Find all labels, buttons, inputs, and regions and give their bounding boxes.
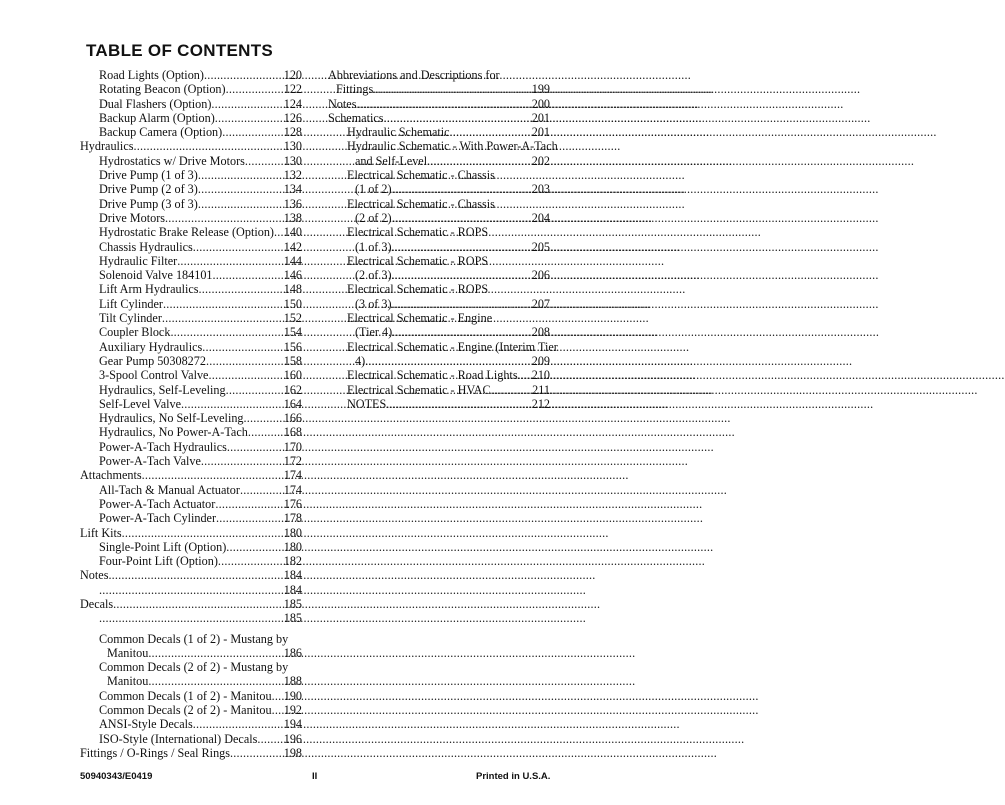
- toc-entry[interactable]: [80, 703, 302, 717]
- dot-leader: [148, 646, 282, 660]
- toc-entry[interactable]: [80, 282, 302, 296]
- toc-entry-label: Notes: [80, 568, 109, 583]
- toc-entry-label: Hydraulics, Self-Leveling: [99, 382, 226, 397]
- toc-entry[interactable]: [80, 297, 302, 311]
- dot-leader: [427, 154, 531, 168]
- toc-entry[interactable]: [80, 182, 302, 196]
- toc-page-number: 208: [531, 325, 550, 340]
- toc-page-number: 190: [283, 688, 302, 703]
- toc-page-number: 152: [283, 311, 302, 326]
- toc-entry-label: Fittings / O-Rings / Seal Rings: [80, 745, 230, 760]
- dot-leader: [148, 674, 282, 688]
- toc-entry-label-continued: Manitou: [107, 674, 149, 689]
- toc-entry-label-continued: 4): [355, 353, 366, 368]
- toc-page-number: 120: [283, 68, 302, 82]
- toc-entry[interactable]: [80, 325, 302, 339]
- toc-entry-label: Common Decals (1 of 2) - Manitou: [99, 688, 272, 703]
- toc-page-number: 122: [283, 82, 302, 97]
- toc-entry[interactable]: [80, 554, 302, 568]
- toc-entry[interactable]: [80, 383, 302, 397]
- toc-entry[interactable]: [80, 240, 302, 254]
- dot-leader: [99, 611, 283, 625]
- toc-page-number: 199: [531, 82, 550, 97]
- toc-page-number: 130: [283, 139, 302, 154]
- dot-leader: [272, 703, 283, 717]
- toc-entry[interactable]: [80, 125, 302, 139]
- toc-entry-label: Common Decals (1 of 2) - Mustang by: [99, 631, 289, 646]
- toc-page-number: 136: [283, 196, 302, 211]
- dot-leader: [518, 368, 531, 382]
- dot-leader: [245, 154, 283, 168]
- toc-entry-label: Single-Point Lift (Option): [99, 539, 227, 554]
- dot-leader: [240, 483, 283, 497]
- dot-leader: [213, 268, 283, 282]
- dot-leader: [226, 383, 283, 397]
- toc-page-number: 132: [283, 168, 302, 183]
- toc-page-number: 182: [283, 554, 302, 569]
- toc-entry-label: Hydraulic Schematic - With Power-A-Tach: [347, 139, 558, 154]
- toc-entry[interactable]: [328, 168, 550, 197]
- toc-entry[interactable]: [80, 411, 302, 425]
- toc-page-number: 174: [283, 482, 302, 497]
- toc-entry[interactable]: [80, 197, 302, 211]
- dot-leader: [257, 732, 282, 746]
- dot-leader: [193, 240, 283, 254]
- dot-leader: [248, 425, 283, 439]
- toc-entry-label-continued: (2 of 3): [355, 268, 392, 283]
- dot-leader: [215, 111, 283, 125]
- toc-page-number: 202: [531, 153, 550, 168]
- dot-leader: [202, 340, 282, 354]
- dot-leader: [356, 97, 530, 111]
- toc-entry-label: Drive Pump (2 of 3): [99, 182, 198, 197]
- toc-entry[interactable]: [80, 568, 302, 582]
- toc-entry[interactable]: [328, 197, 550, 226]
- toc-entry[interactable]: [80, 440, 302, 454]
- toc-entry-label: Hydraulic Filter: [99, 253, 178, 268]
- toc-entry-label: Road Lights (Option): [99, 68, 204, 82]
- dot-leader: [198, 197, 283, 211]
- toc-page-number: 184: [283, 582, 302, 597]
- dot-leader: [163, 297, 283, 311]
- toc-entry-label: Dual Flashers (Option): [99, 96, 212, 111]
- dot-leader: [274, 225, 283, 239]
- toc-entry-label: Electrical Schematic - HVAC: [347, 382, 491, 397]
- toc-entry-label: Common Decals (2 of 2) - Manitou: [99, 703, 272, 718]
- toc-entry[interactable]: [80, 497, 302, 511]
- toc-entry[interactable]: [80, 397, 302, 411]
- toc-page-number: 204: [531, 210, 550, 225]
- toc-entry[interactable]: [80, 425, 302, 439]
- toc-entry-label: Hydraulics: [80, 139, 134, 154]
- toc-entry[interactable]: [80, 340, 302, 354]
- toc-page-number: 201: [531, 125, 550, 140]
- toc-entry-label: Hydrostatic Brake Release (Option): [99, 225, 274, 240]
- toc-entry[interactable]: [80, 168, 302, 182]
- dot-leader: [392, 325, 531, 339]
- page-number: II: [312, 771, 318, 782]
- toc-entry[interactable]: [80, 611, 302, 625]
- toc-entry[interactable]: [328, 282, 550, 311]
- toc-entry-label: Power-A-Tach Cylinder: [99, 511, 217, 526]
- toc-entry-label: Electrical Schematic - ROPS: [347, 253, 489, 268]
- toc-entry-label-continued: Manitou: [107, 645, 149, 660]
- toc-entry-label: Schematics: [328, 110, 384, 125]
- toc-entry[interactable]: [328, 111, 550, 125]
- toc-entry-label: Electrical Schematic - Chassis: [347, 196, 495, 211]
- toc-page-number: 178: [283, 511, 302, 526]
- toc-entry-label: Rotating Beacon (Option): [99, 82, 226, 97]
- dot-leader: [177, 254, 283, 268]
- dot-leader: [165, 211, 283, 225]
- dot-leader: [392, 211, 531, 225]
- toc-page-number: 128: [283, 125, 302, 140]
- toc-entry[interactable]: [80, 540, 302, 554]
- toc-entry-label: Electrical Schematic - Engine (Interim Tier: [347, 339, 558, 354]
- toc-entry-label-continued: (2 of 2): [355, 210, 392, 225]
- toc-entry[interactable]: [328, 368, 550, 382]
- toc-entry[interactable]: [328, 339, 558, 369]
- toc-page-number: 207: [531, 296, 550, 311]
- toc-page-number: 130: [283, 153, 302, 168]
- toc-page-number: 210: [531, 368, 550, 383]
- dot-leader: [216, 511, 283, 525]
- dot-leader: [113, 597, 283, 611]
- toc-page-number: 205: [531, 239, 550, 254]
- toc-entry[interactable]: [80, 139, 302, 153]
- toc-entry[interactable]: [80, 311, 302, 325]
- toc-entry-label: Electrical Schematic - ROPS: [347, 282, 489, 297]
- toc-entry-label: Power-A-Tach Hydraulics: [99, 439, 227, 454]
- toc-entry[interactable]: [328, 139, 558, 168]
- toc-page-number: 194: [283, 717, 302, 732]
- toc-page-number: 146: [283, 268, 302, 283]
- toc-page-number: 201: [531, 110, 550, 125]
- toc-entry[interactable]: [80, 225, 302, 239]
- dot-leader: [142, 468, 283, 482]
- toc-entry[interactable]: [80, 583, 302, 597]
- dot-leader: [230, 746, 283, 760]
- dot-leader: [227, 440, 283, 454]
- toc-entry-label: ANSI-Style Decals: [99, 717, 193, 732]
- toc-entry-label: Abbreviations and Descriptions for: [328, 68, 500, 82]
- dot-leader: [222, 125, 283, 139]
- toc-page-number: 206: [531, 268, 550, 283]
- dot-leader: [392, 297, 531, 311]
- dot-leader: [99, 583, 283, 597]
- dot-leader: [206, 354, 283, 368]
- dot-leader: [244, 411, 283, 425]
- toc-page-number: 156: [283, 339, 302, 354]
- toc-entry-label: Solenoid Valve 184101: [99, 268, 213, 283]
- toc-entry-label: Chassis Hydraulics: [99, 239, 193, 254]
- toc-page-number: 212: [531, 396, 550, 411]
- toc-entry[interactable]: [328, 397, 550, 411]
- toc-entry-label-continued: (1 of 2): [355, 182, 392, 197]
- toc-entry[interactable]: [80, 268, 302, 282]
- toc-entry-label: Four-Point Lift (Option): [99, 554, 218, 569]
- dot-leader: [226, 540, 282, 554]
- toc-entry[interactable]: [80, 632, 302, 661]
- toc-entry-label: Hydraulic Schematic: [347, 125, 450, 140]
- toc-entry-label: Notes: [328, 96, 357, 111]
- dot-leader: [208, 368, 282, 382]
- toc-page-number: 180: [283, 539, 302, 554]
- toc-page-number: 172: [283, 454, 302, 469]
- toc-page-number: 150: [283, 296, 302, 311]
- toc-entry[interactable]: [328, 125, 550, 139]
- toc-page-number: 126: [283, 110, 302, 125]
- toc-entry-label: 3-Spool Control Valve: [99, 368, 209, 383]
- toc-entry-label: Lift Cylinder: [99, 296, 163, 311]
- toc-page-number: 166: [283, 411, 302, 426]
- toc-left-column: [80, 68, 302, 760]
- toc-entry[interactable]: [80, 526, 302, 540]
- toc-entry-label: Power-A-Tach Actuator: [99, 496, 216, 511]
- toc-entry-label: Backup Camera (Option): [99, 125, 223, 140]
- toc-page-number: 188: [283, 674, 302, 689]
- dot-leader: [384, 111, 531, 125]
- toc-entry-label: Drive Pump (3 of 3): [99, 196, 198, 211]
- toc-entry[interactable]: [328, 311, 550, 340]
- toc-entry-label: Electrical Schematic - Road Lights: [347, 368, 518, 383]
- toc-page-number: 209: [531, 353, 550, 368]
- toc-entry-label: Self-Level Valve: [99, 396, 182, 411]
- dot-leader: [122, 526, 283, 540]
- toc-entry-label: Drive Motors: [99, 210, 166, 225]
- toc-entry-label: All-Tach & Manual Actuator: [99, 482, 240, 497]
- toc-page-number: 162: [283, 382, 302, 397]
- dot-leader: [199, 282, 283, 296]
- toc-entry-label: Tilt Cylinder: [99, 311, 162, 326]
- toc-entry-label-continued: (3 of 3): [355, 296, 392, 311]
- toc-entry-label-continued: (1 of 3): [355, 239, 392, 254]
- toc-entry-label: Backup Alarm (Option): [99, 110, 215, 125]
- toc-page-number: 184: [283, 568, 302, 583]
- toc-entry[interactable]: [80, 732, 302, 746]
- toc-entry-label-continued: Fittings: [336, 82, 374, 97]
- toc-entry[interactable]: [328, 97, 550, 111]
- dot-leader: [181, 397, 283, 411]
- toc-page-number: 180: [283, 525, 302, 540]
- toc-page-number: 196: [283, 731, 302, 746]
- toc-page-number: 203: [531, 182, 550, 197]
- toc-entry[interactable]: [80, 717, 302, 731]
- toc-page-number: 170: [283, 439, 302, 454]
- dot-leader: [365, 354, 531, 368]
- dot-leader: [373, 82, 530, 96]
- page-title: TABLE OF CONTENTS: [86, 41, 274, 60]
- toc-entry[interactable]: [80, 483, 302, 497]
- dot-leader: [491, 383, 532, 397]
- toc-page-number: 192: [283, 703, 302, 718]
- toc-entry-label: Drive Pump (1 of 3): [99, 168, 198, 183]
- toc-entry-label: ISO-Style (International) Decals: [99, 731, 258, 746]
- dot-leader: [392, 182, 531, 196]
- toc-entry-label: NOTES: [347, 396, 387, 411]
- toc-entry-label: Common Decals (2 of 2) - Mustang by: [99, 660, 289, 675]
- toc-entry[interactable]: [80, 254, 302, 268]
- dot-leader: [198, 182, 283, 196]
- toc-page-number: 211: [532, 382, 550, 397]
- toc-entry-label: Auxiliary Hydraulics: [99, 339, 203, 354]
- dot-leader: [215, 497, 282, 511]
- toc-entry-label: Hydraulics, No Power-A-Tach: [99, 425, 248, 440]
- toc-entry[interactable]: [80, 660, 302, 689]
- toc-page-number: 142: [283, 239, 302, 254]
- toc-entry-label: Electrical Schematic - Chassis: [347, 168, 495, 183]
- toc-entry-label: Hydraulics, No Self-Leveling: [99, 411, 244, 426]
- toc-entry-label: Lift Kits: [80, 525, 122, 540]
- toc-page-number: 148: [283, 282, 302, 297]
- toc-entry[interactable]: [80, 82, 302, 96]
- toc-entry[interactable]: [80, 468, 302, 482]
- toc-entry-label: Decals: [80, 596, 114, 611]
- toc-page-number: 124: [283, 96, 302, 111]
- toc-entry-label: Coupler Block: [99, 325, 171, 340]
- dot-leader: [392, 240, 531, 254]
- toc-page-number: 134: [283, 182, 302, 197]
- toc-entry[interactable]: [328, 383, 550, 397]
- dot-leader: [211, 97, 282, 111]
- toc-page-number: 174: [283, 468, 302, 483]
- toc-page-number: 186: [283, 645, 302, 660]
- dot-leader: [108, 568, 282, 582]
- toc-entry-label: Attachments: [80, 468, 142, 483]
- printed-in-label: Printed in U.S.A.: [476, 771, 551, 782]
- toc-entry[interactable]: [80, 689, 302, 703]
- toc-entry-label: Lift Arm Hydraulics: [99, 282, 199, 297]
- document-number: 50940343/E0419: [80, 771, 153, 782]
- toc-entry[interactable]: [80, 454, 302, 468]
- toc-entry[interactable]: [80, 511, 302, 525]
- toc-entry[interactable]: [328, 68, 550, 97]
- toc-entry[interactable]: [80, 597, 302, 611]
- dot-leader: [198, 168, 283, 182]
- toc-page-number: 185: [283, 596, 302, 611]
- toc-entry-label: Hydrostatics w/ Drive Motors: [99, 153, 245, 168]
- toc-page-number: 160: [283, 368, 302, 383]
- toc-page-number: 164: [283, 396, 302, 411]
- dot-leader: [272, 689, 283, 703]
- toc-entry[interactable]: [328, 254, 550, 283]
- dot-leader: [386, 397, 530, 411]
- toc-entry-label: Power-A-Tach Valve: [99, 454, 201, 469]
- toc-entry[interactable]: [80, 368, 302, 382]
- toc-page-number: 176: [283, 496, 302, 511]
- toc-entry[interactable]: [80, 154, 302, 168]
- toc-page-number: 140: [283, 225, 302, 240]
- dot-leader: [162, 311, 283, 325]
- toc-entry[interactable]: [80, 746, 302, 760]
- toc-entry[interactable]: [80, 68, 302, 82]
- toc-entry[interactable]: [80, 211, 302, 225]
- toc-page-number: 144: [283, 253, 302, 268]
- toc-page-number: 158: [283, 353, 302, 368]
- dot-leader: [218, 554, 283, 568]
- dot-leader: [193, 717, 283, 731]
- toc-entry-label-continued: (Tier 4): [355, 325, 393, 340]
- toc-page-number: 168: [283, 425, 302, 440]
- toc-entry[interactable]: [80, 111, 302, 125]
- dot-leader: [392, 268, 531, 282]
- toc-page-number: 138: [283, 210, 302, 225]
- toc-page-number: 154: [283, 325, 302, 340]
- toc-entry-label: Electrical Schematic - Engine: [347, 311, 493, 326]
- toc-entry[interactable]: [328, 225, 550, 254]
- toc-entry-label: Gear Pump 50308272: [99, 353, 206, 368]
- toc-right-column: [328, 68, 558, 411]
- dot-leader: [133, 139, 282, 153]
- dot-leader: [204, 68, 283, 82]
- dot-leader: [226, 82, 283, 96]
- toc-entry[interactable]: [80, 97, 302, 111]
- dot-leader: [450, 125, 531, 139]
- dot-leader: [170, 325, 282, 339]
- toc-entry-label: Electrical Schematic - ROPS: [347, 225, 489, 240]
- toc-page-number: 200: [531, 96, 550, 111]
- toc-page-number: 185: [283, 611, 302, 626]
- toc-page-number: 198: [283, 745, 302, 760]
- toc-entry[interactable]: [80, 354, 302, 368]
- dot-leader: [201, 454, 283, 468]
- toc-entry-label-continued: and Self-Level: [355, 153, 428, 168]
